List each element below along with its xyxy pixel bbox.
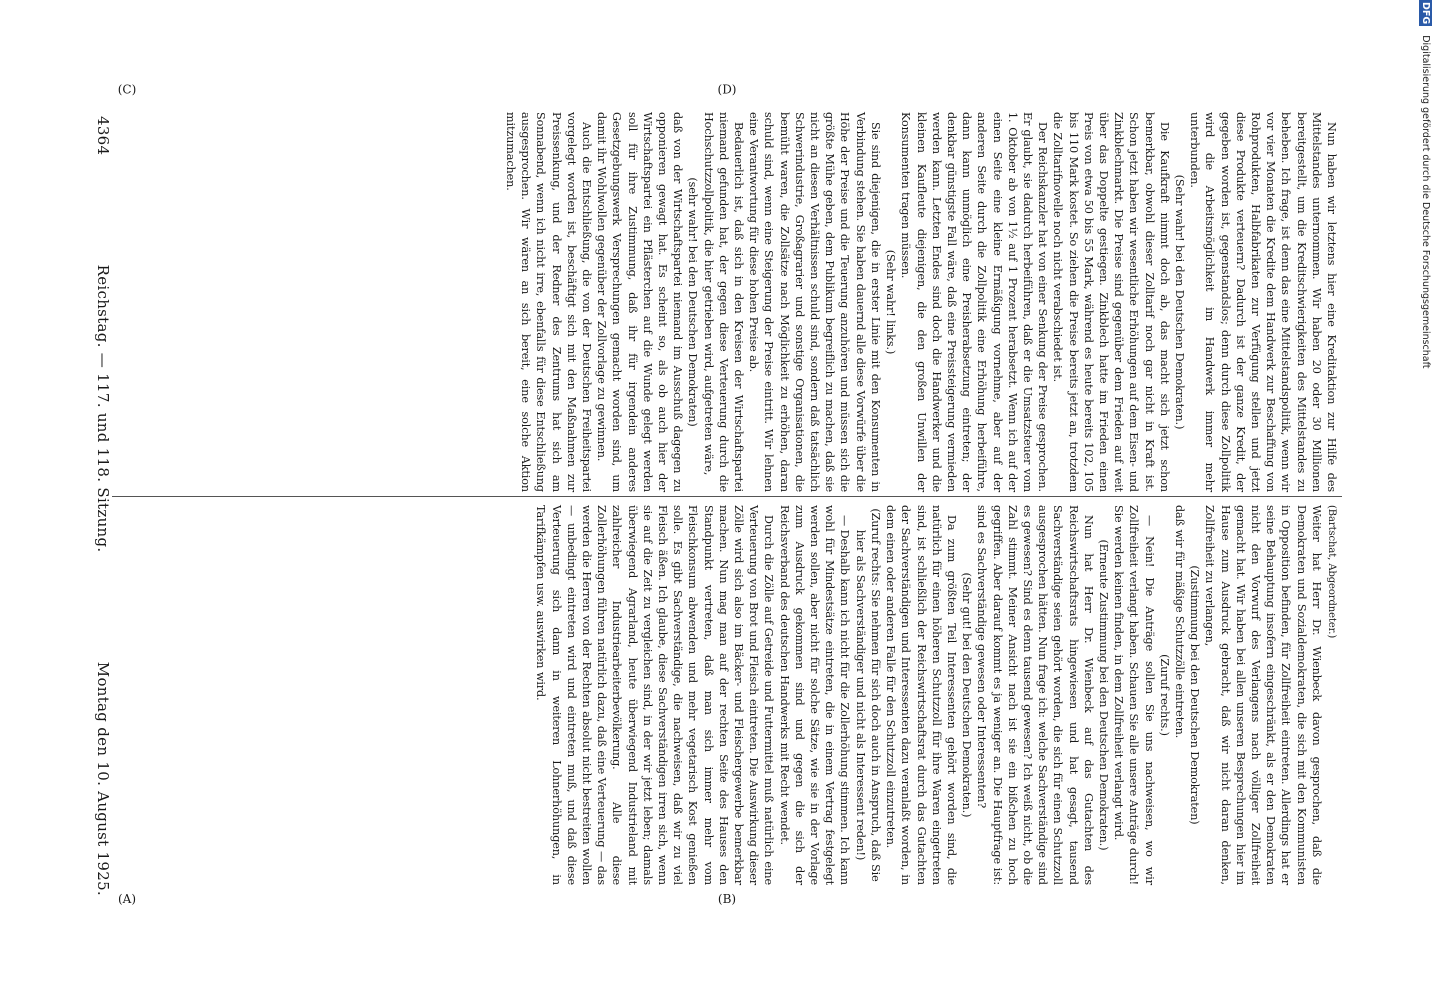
interjection: (Zuruf rechts: Sie nehmen für sich doch auch in Anspruch, daß Sie hier als Sachverständiger und nicht als Interessent reden!) [853,508,882,882]
column-divider [112,496,1342,497]
paragraph: Auch die Entschließung, die von der Deutschen Freiheitspartei vorgelegt worden ist, beschäftigt sich mit den Maßnahmen zur Preissenkung, und der Redner des Zentrums hat sich am Sonnabend, wenn ich nicht irre, ebenfalls für diese Entschließung ausgesprochen. Wir wären an sich bereit, eine solche Aktion mitzumachen. [504,112,594,492]
paragraph: Weiter hat Herr Dr. Wienbeck davon gesprochen, daß die Demokraten und Sozialdemokraten, die sich mit den Kommunisten in Opposition befinden, für Zollfreiheit eintreten. Allerdings hat er seine Behauptung insofern eingeschränkt, als er den Demokraten nicht den Vorwurf des Verlangens nach völliger Zollfreiheit gemacht hat. Wir haben bei allen unseren Besprechungen hier im Hause zum Ausdruck gebracht, daß wir nicht daran denken, Zollfreiheit zu verlangen, [1203,505,1323,885]
margin-mark-b: (B) [717,892,737,907]
interjection: (Sehr gut! bei den Deutschen Demokraten.) [960,572,974,818]
paragraph: Sie sind diejenigen, die in erster Linie mit den Konsumenten in Verbindung stehen. Sie haben dauernd alle diese Vorwürfe über die Höhe der Preise und die Teuerung anzuhören und müssen sich die größte Mühe geben, dem Publikum begreiflich zu machen, daß sie nicht an diesen Verhältnissen schuld sind, sondern daß tatsächlich Schwerindustrie, Großagrarier und sonstige Organisationen, die bemüht waren, die Zollsätze nach Möglichkeit zu erhöhen, daran schuld sind, wenn eine Steigerung der Preise eintritt. Wir lehnen eine Verantwortung für diese hohen Preise ab. [747,112,882,492]
paragraph: daß von der Wirtschaftspartei niemand im Ausschuß dagegen zu opponieren gewagt hat. Es scheint so, als ob auch hier der Wirtschaftspartei ein Pflästerchen auf die Wunde gelegt werden soll für ihre Zustimmung, daß ihr für irgendein anderes Gesetzgebungswerk Versprechungen gemacht worden sind, um damit ihr Wohlwollen gegenüber der Zollvorlage zu gewinnen. [595,112,685,492]
paragraph: Durch die Zölle auf Getreide und Futtermittel muß natürlich eine Verteuerung von Brot und Fleisch eintreten. Die Auswirkung dieser Zölle wird sich also im Bäcker- und Fleischergewerbe bemerkbar machen. Nun mag man auf der rechten Seite des Hauses den Standpunkt vertreten, daß man sich immer mehr vom Fleischkonsum abwenden und mehr vegetarisch Kost genießen solle. Es gibt Sachverständige, die nachweisen, daß wir zu viel Fleisch äßen. Ich glaube, diese Sachverständigen irren sich, wenn sie auf die Zeit zu vergleichen sind, in der wir jetzt leben; damals überwiegend Agrarland, heute überwiegend Industrieland mit zahlreicher Industriearbeiterbevölkerung. Alle diese Zollerhöhungen führen natürlich dazu, daß eine Verteuerung — das werden die Herren von der Rechten absolut nicht bestreiten wollen — unbedingt eintreten wird und eintreten muß, und daß diese Verteuerung sich dann in weiteren Lohnerhöhungen, in Tarifkämpfen usw. auswirken wird. [534,505,776,885]
interjection: (Zustimmung bei den Deutschen Demokraten) [1188,565,1202,825]
paragraph: Nun hat Herr Dr. Wienbeck auf das Gutachten des Reichswirtschaftsrats hingewiesen und hat gesagt, tausend Sachverständige seien gehört worden, die sich für einen Schutzzoll ausgesprochen hätten. Nun frage ich: welche Sachverständige sind es gewesen? Sind es denn tausend gewesen? Ich weiß nicht, ob die Zahl stimmt. Meiner Ansicht nach ist sie ein bißchen zu hoch gegriffen. Aber darauf kommt es ja weniger an. Die Hauptfrage ist: sind es Sachverständige gewesen oder Interessenten? [975,505,1095,885]
paragraph: — Nein! Die Anträge sollen Sie uns nachweisen, wo wir Zollfreiheit verlangt haben. Schauen Sie alle unsere Anträge durch! Sie werden keinen finden, in dem Zollfreiheit verlangt wird. [1112,505,1156,885]
paragraph: Da zum größten Teil Interessenten gehört worden sind, die natürlich für einen höheren Schutzzoll für ihre Waren eingetreten sind, ist schließlich der Reichswirtschaftsrat durch das Gutachten der Sachverständigen und Interessenten dazu veranlaßt worden, in dem einen oder anderen Falle für den Schutzzoll einzutreten. [884,505,958,885]
interjection: (Zuruf rechts.) [1157,654,1171,736]
paragraph: — Deshalb kann ich nicht für die Zollerhöhung stimmen. Ich kann wohl für Mindestsätze eintreten, die in einem Vertrag festgelegt werden sollen, aber nicht für solche Sätze, wie sie in der Vorlage zum Ausdruck gekommen sind und gegen die sich der Reichsverband des deutschen Handwerks mit Recht wendet. [777,505,852,885]
paragraph: Der Reichskanzler hat von einer Senkung der Preise gesprochen. Er glaubt, sie dadurch herbeiführen, daß er die Umsatzsteuer vom 1. Oktober ab von 1½ auf 1 Prozent herabsetzt. Wenn ich auf der einen Seite eine kleine Ermäßigung vornehme, aber auf der anderen Seite durch die Zollpolitik eine Erhöhung herbeiführe, dann kann unmöglich eine Preisherabsetzung eintreten; der denkbar günstigste Fall wäre, daß eine Preissteigerung vermieden werden kann. Letzten Endes sind doch die Handwerker und die kleinen Kaufleute diejenigen, die den großen Unwillen der Konsumenten tragen müssen. [899,112,1050,492]
paragraph: Die Kaufkraft nimmt doch ab, das macht sich jetzt schon bemerkbar, obwohl dieser Zolltarif noch gar nicht in Kraft ist. Schon jetzt haben wir wesentliche Erhöhungen auf dem Eisen- und Zinkblechmarkt. Die Preise sind gegenüber dem Frieden auf weit über das Doppelte gestiegen. Zinkblech hatte im Frieden einen Preis von etwa 50 bis 55 Mark, während es heute bereits 102, 105 bis 110 Mark kostet. So ziehen die Preise bereits jetzt an, trotzdem die Zolltarifnovelle noch nicht verabschiedet ist. [1051,112,1171,492]
credit-text: Digitalisierung gefördert durch die Deutsche Forschungsgemeinschaft [1420,35,1431,369]
margin-mark-c: (C) [117,82,137,97]
paragraph: daß wir für mäßige Schutzzölle eintreten. [1172,505,1186,739]
margin-mark-d: (D) [717,82,737,97]
dfg-logo: DFG [1420,2,1431,25]
interjection: (sehr wahr! bei den Deutschen Demokraten) [686,177,700,427]
speaker-label: (Bartschat, Abgeordneter.) [1326,505,1337,639]
paragraph: Nun haben wir letztens hier eine Kreditaktion zur Hilfe des Mittelstandes unternommen. Wir haben 20 oder 30 Millionen bereitgestellt, um die Kreditschwierigkeiten des Mittelstandes zu beheben. Ich frage, ist denn das eine Mittelstandspolitik, wenn wir vor vier Monaten die Kredite dem Handwerk zur Beschaffung von Rohprodukten, Halbfabrikaten zur Verfügung stellen und jetzt diese Produkte verteuern? Dadurch ist der ganze Kredit, der gegeben worden ist, gegenstandslos; denn durch diese Zollpolitik wird die Arbeitsmöglichkeit im Handwerk immer mehr unterbunden. [1188,112,1338,492]
text-column-2 [503,112,1339,492]
session-date: Montag den 10. August 1925. [94,661,112,896]
text-column-1 [533,505,1339,885]
paragraph: Bedauerlich ist, daß sich in den Kreisen der Wirtschaftspartei niemand gefunden hat, der gegen diese Verteuerung durch die Hochschutzzollpolitik, die hier getrieben wird, aufgetreten wäre, [701,112,746,492]
interjection: (Sehr wahr! bei den Deutschen Demokraten.) [1172,174,1186,430]
dfg-credit [1416,0,1432,1000]
page-number: 4364 [94,116,112,156]
margin-mark-a: (A) [117,892,137,907]
page-header [92,116,114,896]
interjection: (Erneute Zustimmung bei den Deutschen Demokraten.) [1096,539,1110,851]
session-title: Reichstag. — 117. und 118. Sitzung. [94,264,112,553]
interjection: (Sehr wahr! links.) [884,249,898,355]
